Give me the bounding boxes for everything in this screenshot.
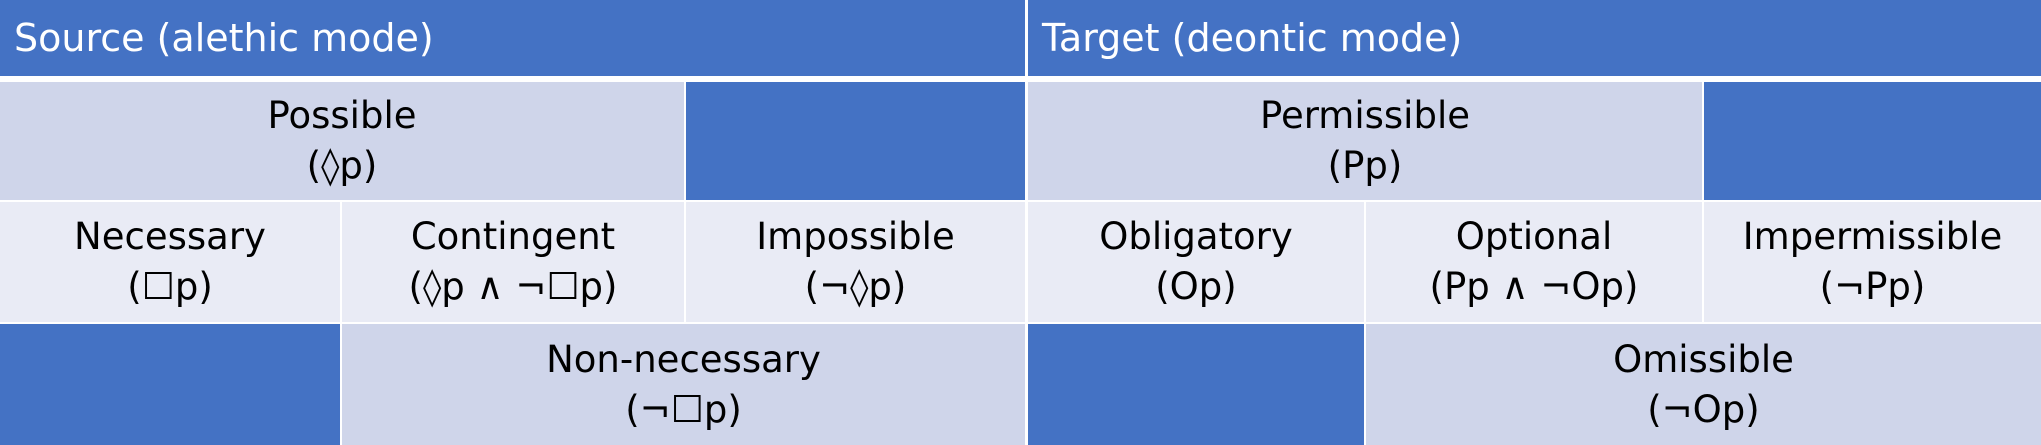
impossible-label: Impossible [756, 215, 955, 258]
necessary-cell [0, 202, 340, 322]
omissible-label: Omissible [1613, 337, 1794, 381]
necessary-label: Necessary [74, 215, 266, 258]
optional-formula: (Pp ∧ ¬Op) [1429, 265, 1639, 308]
contingent-label: Contingent [410, 215, 616, 258]
obligatory-label: Obligatory [1099, 215, 1293, 258]
omissible-formula: (¬Op) [1647, 387, 1760, 431]
permissible-formula: (Pp) [1327, 144, 1403, 187]
permissible-cell [1028, 82, 1702, 200]
non-necessary-label: Non-necessary [546, 337, 821, 381]
non-necessary-formula: (¬☐p) [625, 387, 742, 431]
possible-cell [0, 82, 684, 200]
impermissible-cell [1704, 202, 2041, 322]
contingent-formula: (◊p ∧ ¬☐p) [408, 265, 618, 308]
optional-cell [1366, 202, 1702, 322]
omissible-cell [1366, 324, 2041, 445]
possible-label: Possible [267, 94, 417, 137]
possible-formula: (◊p) [306, 144, 378, 187]
target-header-text: Target (deontic mode) [1042, 16, 1463, 60]
permissible-label: Permissible [1259, 94, 1470, 137]
optional-label: Optional [1455, 215, 1613, 258]
contingent-cell [342, 202, 684, 322]
source-row2-blank [686, 82, 1025, 200]
source-header-text: Source (alethic mode) [14, 16, 434, 60]
obligatory-cell [1028, 202, 1364, 322]
necessary-formula: (☐p) [127, 265, 213, 308]
target-header [1028, 0, 2041, 76]
source-row4-blank [0, 324, 340, 445]
obligatory-formula: (Op) [1155, 265, 1237, 308]
impossible-formula: (¬◊p) [804, 265, 907, 308]
non-necessary-cell [342, 324, 1025, 445]
impermissible-formula: (¬Pp) [1819, 265, 1926, 308]
impossible-cell [686, 202, 1025, 322]
target-row2-blank [1704, 82, 2041, 200]
impermissible-label: Impermissible [1742, 215, 2003, 258]
source-header [0, 0, 1025, 76]
target-row4-blank [1028, 324, 1364, 445]
